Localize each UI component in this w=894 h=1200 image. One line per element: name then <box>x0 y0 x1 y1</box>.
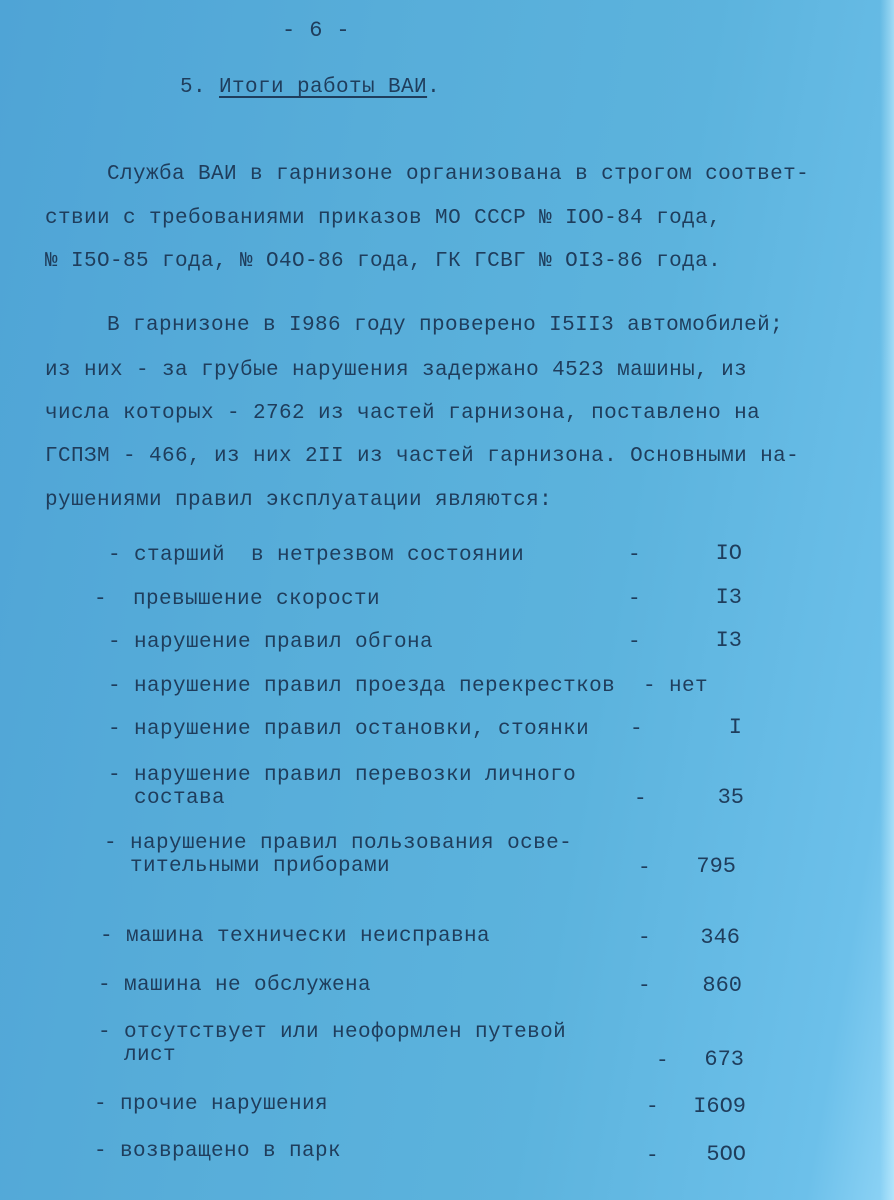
list-item-label: - прочие нарушения <box>94 1093 329 1116</box>
list-item-value: - нет <box>643 675 709 698</box>
list-item-label: - машина не обслужена <box>98 974 372 997</box>
section-title: Итоги работы ВАИ <box>219 76 428 99</box>
list-item-label: - возвращено в парк <box>94 1140 342 1163</box>
list-item-dash: - <box>638 857 651 880</box>
list-item-label-cont: тительными приборами <box>104 855 391 878</box>
list-item-value: I6O9 <box>693 1094 746 1119</box>
para1-line-2: ствии с требованиями приказов МО СССР № IOO-84 года, <box>45 207 722 230</box>
list-item-label: - нарушение правил проезда перекрестков <box>108 675 616 698</box>
section-heading <box>180 77 440 98</box>
list-item-label: - нарушение правил обгона <box>108 631 434 654</box>
page-edge <box>880 0 894 1200</box>
page-number: - 6 - <box>282 18 351 43</box>
list-item-dash: - <box>646 1096 659 1119</box>
list-item-value: I <box>728 715 742 740</box>
list-item-label: - отсутствует или неоформлен путевой <box>98 1021 567 1044</box>
para1-line-1: Служба ВАИ в гарнизоне организована в строгом соответ- <box>107 163 810 186</box>
section-title-dot: . <box>427 76 441 99</box>
list-item-dash: - <box>628 631 641 654</box>
section-number: 5. <box>180 76 207 99</box>
list-item-dash: - <box>638 975 651 998</box>
list-item-value: 795 <box>696 854 736 879</box>
list-item-label-cont: состава <box>108 787 226 810</box>
para2-line-1: В гарнизоне в I986 году проверено I5II3 автомобилей; <box>107 314 784 337</box>
list-item-dash: - <box>638 927 651 950</box>
list-item-label: - старший в нетрезвом состоянии <box>108 544 525 567</box>
list-item-dash: - <box>628 588 641 611</box>
list-item-label: - нарушение правил перевозки личного <box>108 764 577 787</box>
para1-line-3: № I5O-85 года, № O4O-86 года, ГК ГСВГ № OI3-86 года. <box>45 250 722 273</box>
list-item-label: - нарушение правил пользования осве- <box>104 832 573 855</box>
list-item-value: 5OO <box>706 1142 746 1167</box>
list-item-dash: - <box>628 544 641 567</box>
para2-line-5: рушениями правил эксплуатации являются: <box>45 489 553 512</box>
list-item-dash: - <box>656 1050 669 1073</box>
list-item-value: IO <box>715 541 742 566</box>
list-item-label-cont: лист <box>98 1044 177 1067</box>
para2-line-2: из них - за грубые нарушения задержано 4523 машины, из <box>45 359 748 382</box>
list-item-dash: - <box>634 788 647 811</box>
list-item-value: 35 <box>717 785 744 810</box>
para2-line-4: ГСПЗМ - 466, из них 2II из частей гарнизона. Основными на- <box>45 445 800 468</box>
list-item-label: - превышение скорости <box>94 588 381 611</box>
list-item-label: - машина технически неисправна <box>100 925 491 948</box>
list-item-value: I3 <box>715 585 742 610</box>
list-item-label: - нарушение правил остановки, стоянки <box>108 718 590 741</box>
list-item-dash: - <box>646 1145 659 1168</box>
list-item-value: I3 <box>715 628 742 653</box>
list-item-value: 860 <box>702 973 742 998</box>
list-item-value: 346 <box>700 925 740 950</box>
para2-line-3: числа которых - 2762 из частей гарнизона, поставлено на <box>45 402 761 425</box>
list-item-dash: - <box>630 718 643 741</box>
list-item-value: 673 <box>704 1047 744 1072</box>
